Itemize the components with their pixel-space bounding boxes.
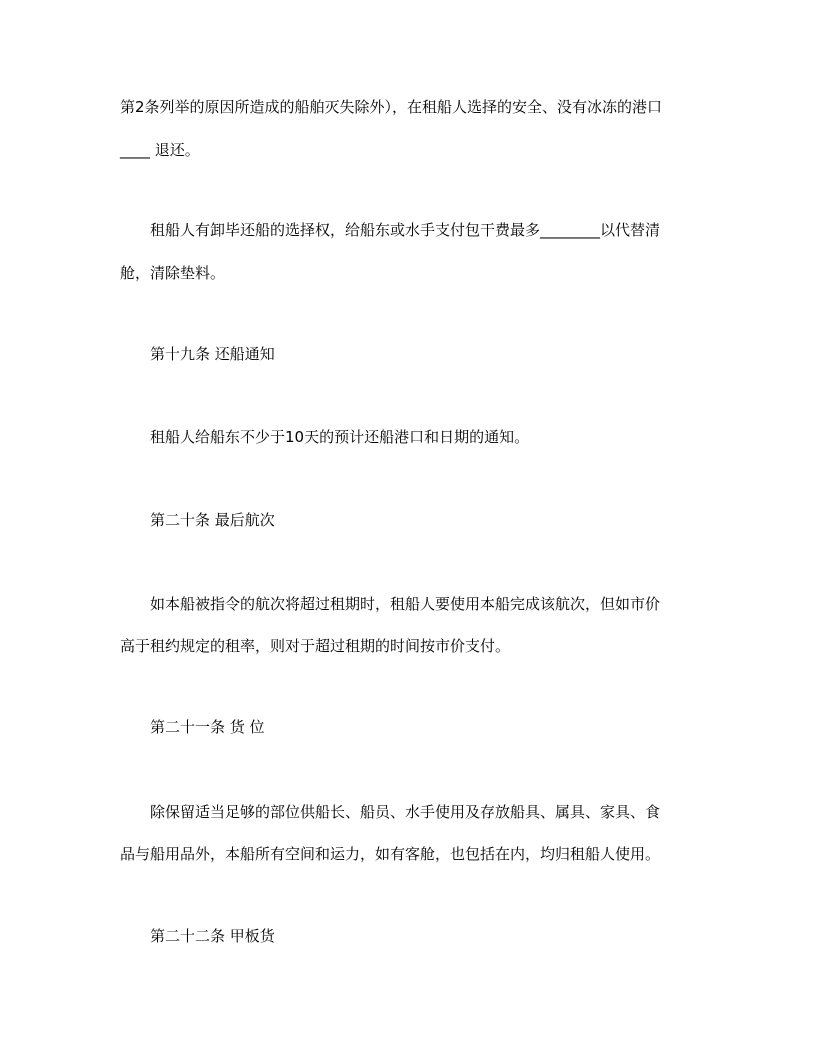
body-text-line: 舱，清除垫料。 <box>120 264 226 282</box>
article-heading-21: 第二十一条 货 位 <box>150 718 265 736</box>
paragraph-first-line: 如本船被指令的航次将超过租期时，租船人要使用本船完成该航次，但如市价 <box>150 595 661 613</box>
body-text-line: ____ 退还。 <box>120 141 200 159</box>
paragraph-first-line: 除保留适当足够的部位供船长、船员、水手使用及存放船具、属具、家具、食 <box>150 803 661 821</box>
paragraph-first-line: 租船人有卸毕还船的选择权，给船东或水手支付包干费最多________以代替清 <box>150 221 661 239</box>
body-text-line: 高于租约规定的租率，则对于超过租期的时间按市价支付。 <box>120 637 511 655</box>
article-heading-19: 第十九条 还船通知 <box>150 345 275 363</box>
paragraph-first-line: 租船人给船东不少于10天的预计还船港口和日期的通知。 <box>150 428 530 446</box>
article-heading-22: 第二十二条 甲板货 <box>150 927 275 945</box>
article-heading-20: 第二十条 最后航次 <box>150 511 275 529</box>
body-text-line: 品与船用品外，本船所有空间和运力，如有客舱，也包括在内，均归租船人使用。 <box>120 845 661 863</box>
body-text-line: 第2条列举的原因所造成的船舶灭失除外），在租船人选择的安全、没有冰冻的港口 <box>120 98 663 116</box>
